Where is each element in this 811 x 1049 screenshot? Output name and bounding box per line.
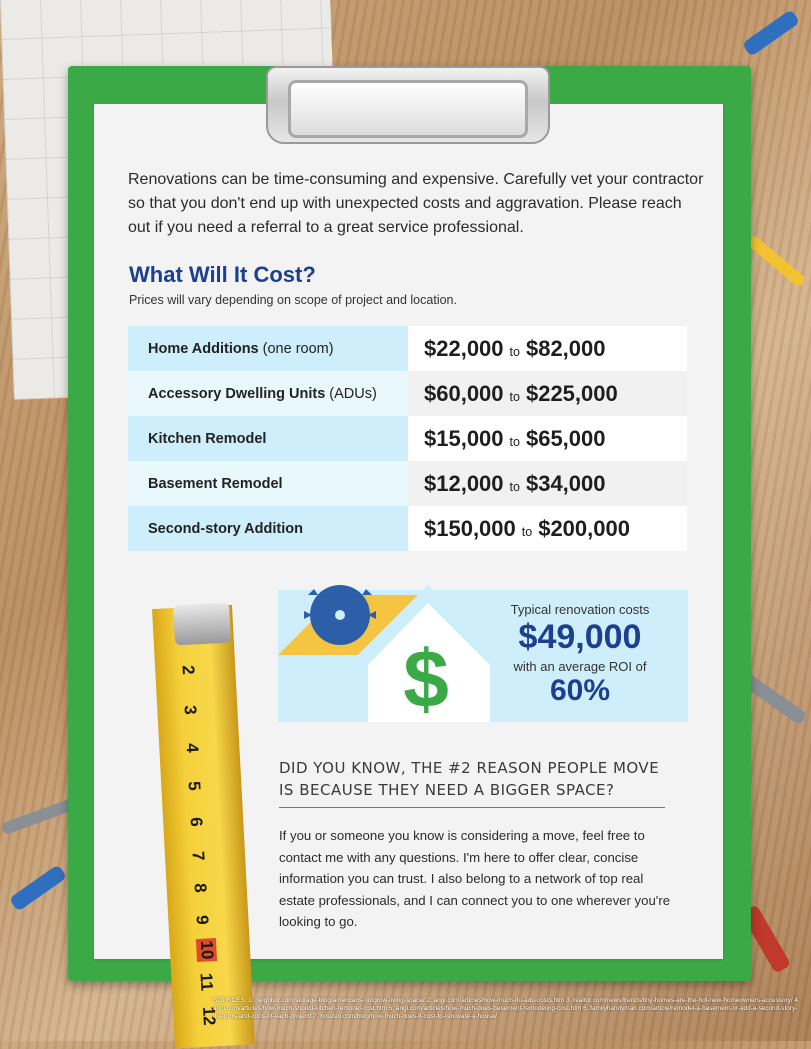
project-label [128,506,408,551]
project-note: (ADUs) [329,385,377,402]
price-low: $150,000 [424,515,516,541]
range-connector: to [509,344,520,359]
table-row [128,371,687,416]
tape-number: 10 [196,938,217,962]
tape-hook [173,603,231,646]
tape-number: 9 [192,914,212,926]
project-name: Accessory Dwelling Units [148,385,326,402]
contact-paragraph: If you or someone you know is considering a move, feel free to contact me with any questions. I'm here to offer clear, concise information you can trust. I also belong to a network of top real estate professionals, and I can connect you to one wherever you're looking to go. [279,828,671,929]
price-low: $15,000 [424,425,504,451]
project-name: Basement Remodel [148,475,283,492]
clipboard-clip [266,66,550,144]
project-name: Kitchen Remodel [148,430,267,447]
pencil-decor [745,234,806,288]
range-connector: to [521,524,533,539]
divider [279,807,665,808]
price-low: $22,000 [424,335,504,361]
price-range [408,461,687,506]
price-high: $200,000 [538,515,630,541]
project-name: Second-story Addition [148,520,303,537]
project-label [128,371,408,416]
table-row [128,506,687,551]
intro-paragraph: Renovations can be time-consuming and expensive. Carefully vet your contractor so that you don't end up with unexpected costs and aggravation. Please reach out if you need a referral to a great service professional. [128,171,704,236]
tape-number: 3 [180,704,200,716]
project-name: Home Additions [148,340,259,357]
table-row [128,461,687,506]
price-low: $12,000 [424,470,504,496]
screwdriver-handle-decor [9,864,67,912]
roi-value: 60% [549,674,611,707]
tape-number: 6 [186,816,206,828]
sources-footnote: SOURCES: 1. neighbor.com/storage-blog/americans-outgrow-living-space/ 2. angi.com/articles/how-much-do-adu-costs.htm 3. realtor.com/news/trends/tiny-homes-are-the-hot-new-homeowners-accessory/ 4. angi.com/articles/how-much-should-kitchen-remodel-cost.htm 5. angi.com/articles/how-much-does-basement-remodeling-cost.htm 6. familyhandyman.com/article/remodel-a-basement-or-add-a-second-story-the-pros-and-cons-of-each-project/ 7. houzeo.com/blog/how-much-does-it-cost-to-renovate-a-house/ [213,997,800,1020]
cost-section-title: What Will It Cost? [129,262,316,287]
range-connector: to [509,389,520,404]
clip-window [288,80,528,138]
price-high: $82,000 [525,335,606,361]
table-row [128,326,687,371]
price-high: $225,000 [525,380,618,406]
price-range [408,371,687,416]
stat-amount: $49,000 [518,618,642,656]
project-label [128,326,408,371]
price-range [408,416,687,461]
price-low: $60,000 [424,380,504,406]
roi-label: with an average ROI of [513,659,647,674]
price-high: $34,000 [525,470,606,496]
cost-section-subtitle: Prices will vary depending on scope of project and location. [129,293,457,307]
project-label [128,416,408,461]
tape-number: 8 [190,882,210,894]
stat-label: Typical renovation costs [510,602,650,617]
screwdriver-handle-decor [742,9,800,57]
tape-number: 2 [178,664,198,676]
project-label [128,461,408,506]
tape-number: 5 [184,780,204,792]
range-connector: to [509,434,520,449]
range-connector: to [509,479,520,494]
project-note: (one room) [262,340,334,357]
tape-number: 7 [188,850,208,862]
house-left-wall [278,655,368,722]
price-high: $65,000 [525,425,606,451]
cost-table [128,326,687,551]
tape-number: 11 [196,972,217,992]
price-range [408,506,687,551]
house-illustration [278,585,500,725]
dollar-sign-icon: $ [403,634,449,725]
tape-number: 4 [182,742,202,754]
table-row [128,416,687,461]
did-you-know-heading: DID YOU KNOW, THE #2 REASON PEOPLE MOVE IS BECAUSE THEY NEED A BIGGER SPACE? [279,759,660,799]
price-range [408,326,687,371]
tape-number: 12 [198,1006,219,1026]
stat-text-block [500,602,660,708]
